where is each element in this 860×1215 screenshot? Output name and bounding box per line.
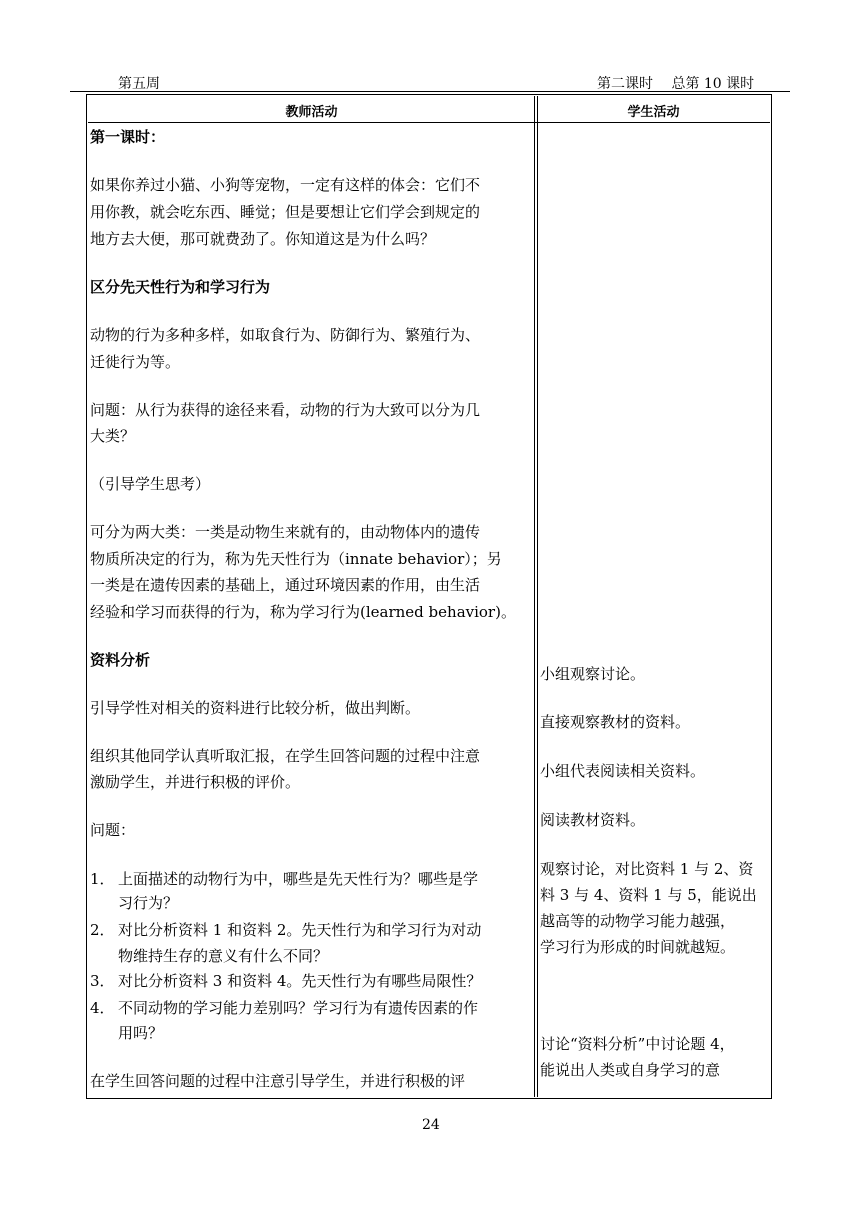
question-text: 对比分析资料 1 和资料 2。先天性行为和学习行为对动 [118, 921, 482, 939]
question-text: 习行为？ [118, 894, 179, 912]
intro-line: 地方去大便，那可就费劲了。你知道这是为什么吗？ [90, 230, 436, 248]
closing-line: 在学生回答问题的过程中注意引导学生，并进行积极的评 [90, 1072, 466, 1090]
question-text: 物维持生存的意义有什么不同？ [118, 947, 329, 965]
question-number: 2． [90, 921, 115, 939]
student-activity: 直接观察教材的资料。 [540, 713, 691, 731]
question-text: 不同动物的学习能力差别吗？学习行为有遗传因素的作 [118, 999, 479, 1017]
question-text: 用吗？ [118, 1024, 164, 1042]
student-activity: 小组观察讨论。 [540, 665, 646, 683]
student-activity-line: 越高等的动物学习能力越强， [540, 912, 736, 930]
guide-analysis: 引导学性对相关的资料进行比较分析，做出判断。 [90, 699, 421, 717]
question-number: 4． [90, 999, 115, 1017]
student-activity-line: 观察讨论，对比资料 1 与 2、资 [540, 860, 754, 878]
organize-line: 激励学生，并进行积极的评价。 [90, 773, 301, 791]
student-column-header: 学生活动 [627, 105, 680, 120]
teacher-column-header: 教师活动 [285, 105, 338, 120]
question-line: 大类？ [90, 427, 136, 445]
page-number: 24 [422, 1117, 440, 1133]
question-number: 3． [90, 972, 115, 990]
table-header-rule [88, 122, 770, 123]
answer-line: 一类是在遗传因素的基础上，通过环境因素的作用，由生活 [90, 576, 481, 594]
section-title: 资料分析 [90, 651, 151, 669]
question-number: 1． [90, 870, 115, 888]
guide-note: （引导学生思考） [90, 475, 211, 493]
student-activity-line: 料 3 与 4、资料 1 与 5，能说出 [540, 886, 757, 904]
answer-line: 物质所决定的行为，称为先天性行为（innate behavior）；另 [90, 550, 502, 568]
answer-line: 可分为两大类：一类是动物生来就有的，由动物体内的遗传 [90, 523, 481, 541]
student-activity-line: 讨论“资料分析”中讨论题 4， [540, 1035, 735, 1053]
student-activity: 阅读教材资料。 [540, 811, 646, 829]
intro-line: 用你教，就会吃东西、睡觉；但是要想让它们学会到规定的 [90, 203, 481, 221]
behavior-line: 动物的行为多种多样，如取食行为、防御行为、繁殖行为、 [90, 326, 481, 344]
questions-label: 问题： [90, 821, 136, 839]
question-line: 问题：从行为获得的途径来看，动物的行为大致可以分为几 [90, 401, 481, 419]
student-activity: 小组代表阅读相关资料。 [540, 762, 706, 780]
student-activity-line: 能说出人类或自身学习的意 [540, 1061, 721, 1079]
student-activity-line: 学习行为形成的时间就越短。 [540, 938, 736, 956]
header-lesson-info: 第二课时 总第 10 课时 [597, 76, 755, 92]
question-text: 上面描述的动物行为中，哪些是先天性行为？哪些是学 [118, 870, 479, 888]
lesson-title: 第一课时： [90, 128, 166, 146]
answer-line: 经验和学习而获得的行为，称为学习行为(learned behavior)。 [90, 603, 516, 621]
organize-line: 组织其他同学认真听取汇报，在学生回答问题的过程中注意 [90, 747, 481, 765]
section-title: 区分先天性行为和学习行为 [90, 278, 271, 296]
header-week: 第五周 [118, 76, 160, 92]
intro-line: 如果你养过小猫、小狗等宠物，一定有这样的体会：它们不 [90, 176, 481, 194]
behavior-line: 迁徙行为等。 [90, 353, 181, 371]
header-rule [70, 91, 790, 92]
question-text: 对比分析资料 3 和资料 4。先天性行为有哪些局限性？ [118, 972, 482, 990]
